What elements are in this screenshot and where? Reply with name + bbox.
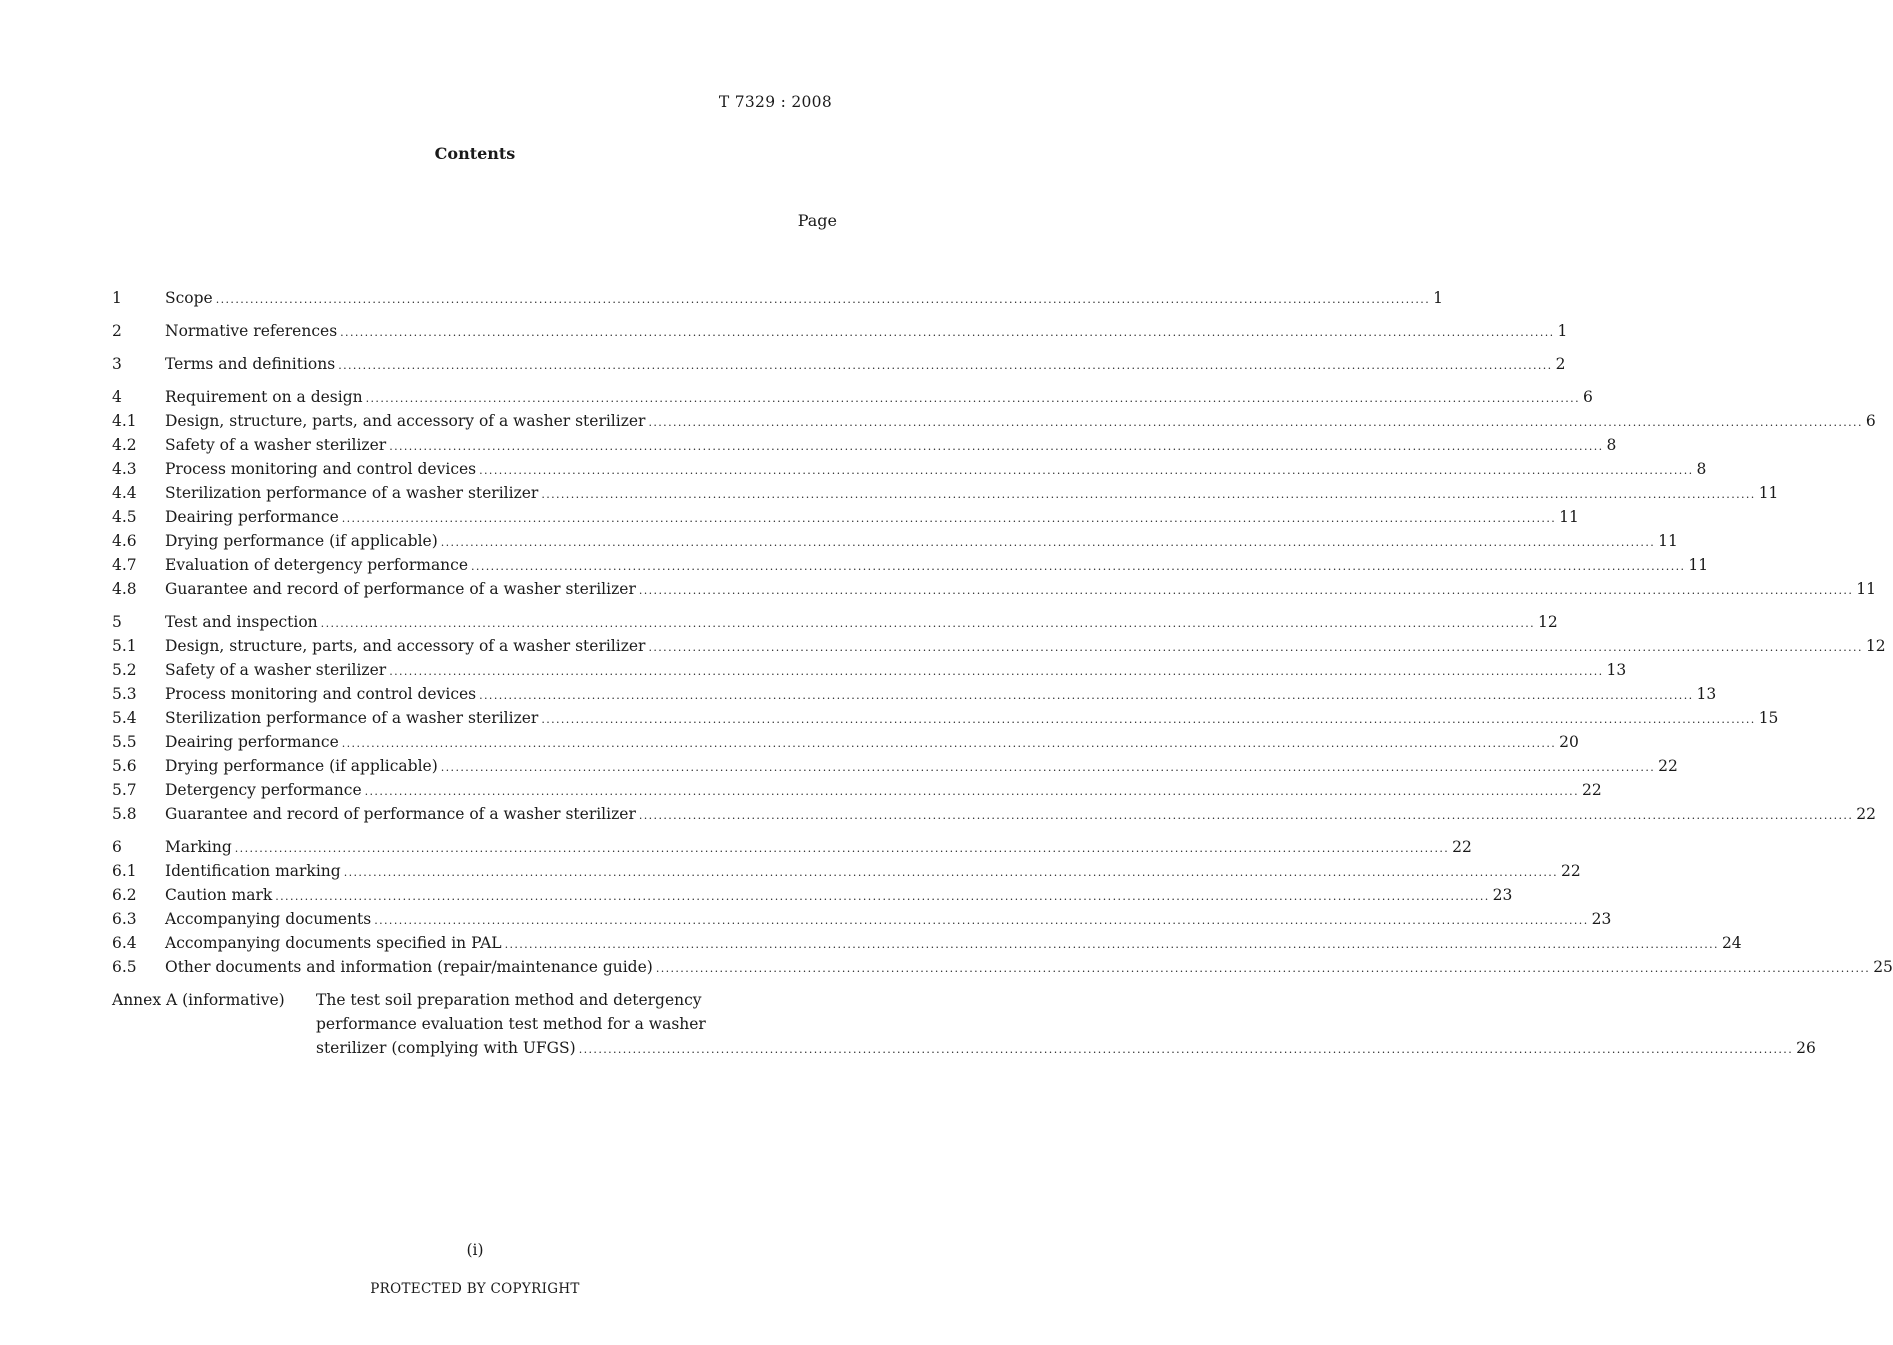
toc-entry-page: 22 [1658,757,1678,775]
toc-entry-number: 6.2 [112,886,137,904]
dot-leader [639,804,1853,828]
dot-leader [389,660,1603,684]
toc-entry-title: Evaluation of detergency performance [165,556,469,574]
toc-entry-page: 23 [1591,910,1612,928]
toc-entry-number: 5 [112,613,122,631]
toc-entry-page: 22 [1452,838,1472,856]
toc-entry-page: 1 [1433,289,1443,307]
table-of-contents [112,286,1893,1060]
standard-number: T 7329 : 2008 [718,93,832,111]
dot-leader [216,288,1430,312]
toc-entry-number: 5.4 [112,709,137,727]
toc-groups [112,286,1893,979]
toc-entry-number: 4.7 [112,556,137,574]
toc-group [112,352,1566,376]
toc-entry-page: 22 [1561,862,1581,880]
toc-entry[interactable] [112,457,1707,481]
toc-entry-page: 12 [1865,637,1886,655]
toc-entry-number: 5.7 [112,781,137,799]
annex-title [316,988,1816,1060]
dot-leader [344,861,1558,885]
toc-group [112,385,1876,601]
toc-entry-number: 5.6 [112,757,137,775]
toc-entry[interactable] [112,778,1602,802]
dot-leader [441,756,1655,780]
page-column-label: Page [797,211,837,230]
toc-entry-page: 15 [1758,709,1779,727]
toc-entry-page: 12 [1538,613,1558,631]
toc-entry-title: Process monitoring and control devices [165,685,477,703]
dot-leader [471,555,1685,579]
toc-entry-title: Deairing performance [165,733,339,751]
toc-entry-title: Safety of a washer sterilizer [165,661,387,679]
toc-entry[interactable] [112,706,1779,730]
toc-entry[interactable] [112,955,1893,979]
toc-entry-title: Deairing performance [165,508,339,526]
toc-entry-page: 6 [1865,412,1876,430]
toc-entry-page: 11 [1856,580,1876,598]
toc-entry-title: Design, structure, parts, and accessory of a washer sterilizer [165,637,646,655]
toc-entry-page: 2 [1555,355,1566,373]
toc-entry-title: Process monitoring and control devices [165,460,477,478]
toc-group [112,286,1443,310]
dot-leader [541,708,1755,732]
toc-entry[interactable] [112,658,1627,682]
toc-entry-number: 5.5 [112,733,137,751]
annex-label: Annex A (informative) [112,991,285,1009]
toc-entry-page: 11 [1559,508,1579,526]
toc-entry[interactable] [112,385,1593,409]
toc-entry-page: 25 [1873,958,1893,976]
dot-leader [374,909,1588,933]
toc-entry-number: 6.4 [112,934,137,952]
toc-entry-number: 5.3 [112,685,137,703]
toc-entry-number: 4.8 [112,580,137,598]
dot-leader [365,780,1579,804]
dot-leader [639,579,1853,603]
toc-entry-page: 8 [1696,460,1707,478]
toc-entry-number: 6.1 [112,862,137,880]
toc-entry-number: 4.3 [112,460,137,478]
dot-leader [541,483,1755,507]
toc-entry-title: Normative references [165,322,338,340]
toc-entry-title: Detergency performance [165,781,362,799]
toc-entry-title: Guarantee and record of performance of a washer sterilizer [165,805,636,823]
dot-leader [648,411,1862,435]
toc-entry[interactable] [112,883,1513,907]
toc-entry-number: 5.2 [112,661,137,679]
toc-entry[interactable] [112,907,1612,931]
dot-leader [366,387,1580,411]
annex-page-number: 26 [1796,1039,1816,1057]
toc-entry-page: 23 [1492,886,1513,904]
toc-entry[interactable] [112,505,1579,529]
toc-entry-page: 6 [1582,388,1593,406]
toc-entry[interactable] [112,481,1779,505]
toc-group [112,835,1893,979]
dot-leader [579,1038,1793,1062]
toc-entry-title: Guarantee and record of performance of a washer sterilizer [165,580,636,598]
dot-leader [235,837,1449,861]
toc-entry[interactable] [112,835,1472,859]
toc-entry-page: 11 [1658,532,1678,550]
toc-entry-number: 4.5 [112,508,137,526]
toc-entry-number: 1 [112,289,122,307]
toc-entry-title: Accompanying documents [165,910,372,928]
toc-entry-page: 20 [1559,733,1579,751]
dot-leader [441,531,1655,555]
toc-entry-title: Caution mark [165,886,273,904]
toc-annex-entry[interactable] [112,988,1816,1060]
toc-entry[interactable] [112,802,1876,826]
toc-entry-title: Drying performance (if applicable) [165,532,438,550]
toc-entry-page: 8 [1606,436,1617,454]
annex-title-line: sterilizer (complying with UFGS) [316,1039,576,1057]
toc-entry-page: 13 [1696,685,1717,703]
annex-title-line: performance evaluation test method for a washer [316,1015,706,1033]
annex-title-last-line [316,1036,1816,1060]
toc-entry-number: 6.3 [112,910,137,928]
toc-entry[interactable] [112,859,1581,883]
toc-entry[interactable] [112,352,1566,376]
toc-entry[interactable] [112,409,1876,433]
toc-entry-number: 2 [112,322,122,340]
dot-leader [342,507,1556,531]
toc-entry-number: 4.1 [112,412,137,430]
toc-entry-number: 5.8 [112,805,137,823]
dot-leader [479,684,1693,708]
toc-entry-title: Other documents and information (repair/maintenance guide) [165,958,653,976]
dot-leader [342,732,1556,756]
toc-entry-title: Test and inspection [165,613,318,631]
dot-leader [275,885,1489,909]
dot-leader [321,612,1535,636]
toc-entry[interactable] [112,286,1443,310]
toc-entry[interactable] [112,319,1568,343]
dot-leader [389,435,1603,459]
toc-group [112,610,1886,826]
toc-entry[interactable] [112,682,1717,706]
toc-entry[interactable] [112,730,1579,754]
copyright-notice: PROTECTED BY COPYRIGHT [370,1281,580,1297]
dot-leader [479,459,1693,483]
toc-entry-title: Scope [165,289,213,307]
toc-entry-page: 11 [1758,484,1779,502]
annex-title-line: The test soil preparation method and detergency [316,991,702,1009]
toc-entry-title: Sterilization performance of a washer sterilizer [165,709,539,727]
dot-leader [648,636,1862,660]
toc-entry-page: 22 [1581,781,1602,799]
toc-entry[interactable] [112,577,1876,601]
toc-entry-number: 6 [112,838,122,856]
toc-entry-page: 1 [1557,322,1568,340]
toc-entry-title: Requirement on a design [165,388,363,406]
toc-entry-title: Marking [165,838,232,856]
toc-entry-title: Sterilization performance of a washer sterilizer [165,484,539,502]
toc-entry-page: 13 [1606,661,1627,679]
toc-entry-number: 3 [112,355,122,373]
toc-entry[interactable] [112,634,1886,658]
toc-entry-number: 4 [112,388,122,406]
toc-entry-number: 5.1 [112,637,137,655]
toc-group [112,319,1568,343]
dot-leader [505,933,1719,957]
dot-leader [340,321,1554,345]
toc-entry-number: 4.4 [112,484,137,502]
toc-entry[interactable] [112,529,1678,553]
page-title: Contents [434,144,516,163]
toc-entry-title: Safety of a washer sterilizer [165,436,387,454]
toc-entry-title: Terms and definitions [165,355,336,373]
toc-entry[interactable] [112,433,1617,457]
toc-entry-number: 4.6 [112,532,137,550]
toc-entry-number: 6.5 [112,958,137,976]
toc-entry-title: Design, structure, parts, and accessory of a washer sterilizer [165,412,646,430]
toc-entry[interactable] [112,754,1678,778]
toc-entry-title: Drying performance (if applicable) [165,757,438,775]
toc-entry[interactable] [112,553,1709,577]
toc-entry[interactable] [112,610,1558,634]
toc-entry-page: 24 [1721,934,1742,952]
toc-entry[interactable] [112,931,1742,955]
toc-entry-page: 22 [1856,805,1876,823]
toc-entry-page: 11 [1688,556,1709,574]
dot-leader [656,957,1870,981]
page-number: (i) [466,1241,484,1259]
toc-entry-title: Accompanying documents specified in PAL [165,934,502,952]
dot-leader [338,354,1552,378]
toc-entry-title: Identification marking [165,862,341,880]
toc-entry-number: 4.2 [112,436,137,454]
